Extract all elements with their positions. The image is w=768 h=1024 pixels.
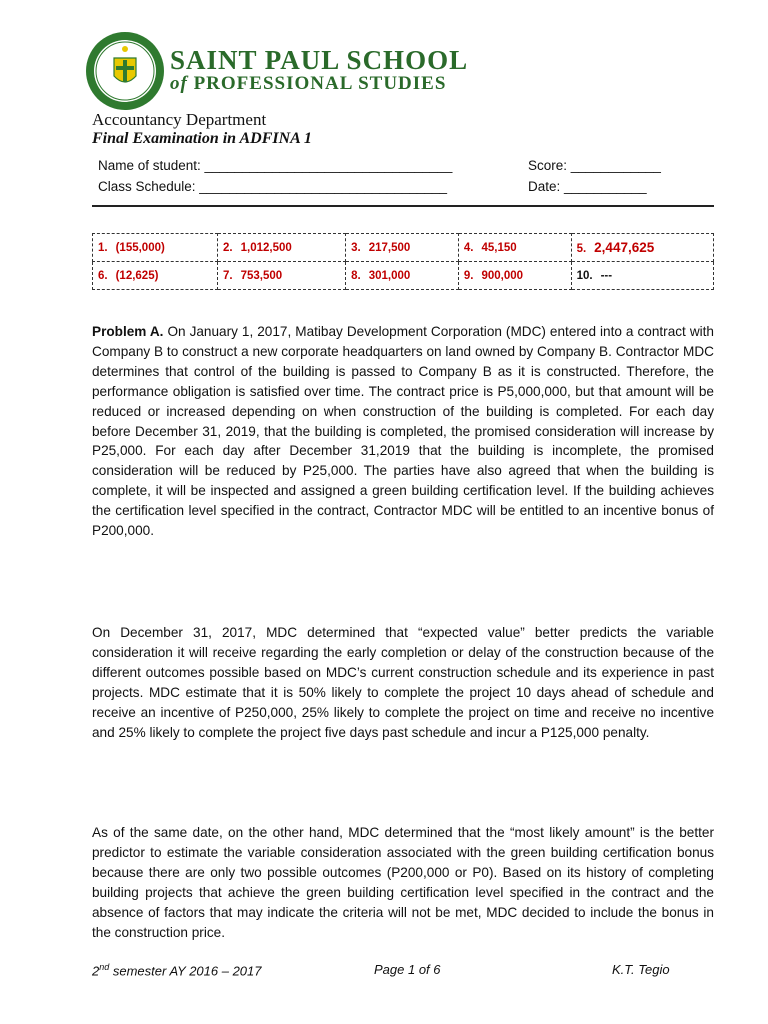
answer-cell-4: 4. 45,150 <box>458 234 571 262</box>
answer-cell-7: 7. 753,500 <box>218 262 346 290</box>
school-name-line2 <box>170 73 447 94</box>
school-seal-logo <box>84 30 166 112</box>
student-name-field: Name of student: _________________________________ <box>98 158 453 173</box>
expected-value-paragraph: On December 31, 2017, MDC determined that “expected value” better predicts the variable consideration it will receive regarding the early completion or delay of the construction because of the different outcomes possible based on MDC’s current construction schedule and its experience in past projects. MDC estimate that it is 50% likely to complete the project 10 days ahead of schedule and receive an incentive of P250,000, 25% likely to complete the project on time and receive no incentive and 25% likely to complete the project five days past schedule and incur a P125,000 penalty. <box>92 625 714 740</box>
answer-cell-10: 10. --- <box>571 262 713 290</box>
footer-semester: 2nd semester AY 2016 – 2017 <box>92 962 262 979</box>
answer-cell-6: 6. (12,625) <box>93 262 218 290</box>
answer-cell-3: 3. 217,500 <box>346 234 459 262</box>
answer-key-table <box>92 233 714 290</box>
answer-row <box>93 262 714 290</box>
class-schedule-field: Class Schedule: _________________________________ <box>98 179 448 194</box>
answer-cell-8: 8. 301,000 <box>346 262 459 290</box>
school-name-line1: SAINT PAUL SCHOOL <box>170 45 469 75</box>
answer-cell-2: 2. 1,012,500 <box>218 234 346 262</box>
school-name-professional-studies: PROFESSIONAL STUDIES <box>193 73 447 94</box>
footer-author: K.T. Tegio <box>612 962 670 977</box>
answer-cell-1: 1. (155,000) <box>93 234 218 262</box>
problem-a-text: On January 1, 2017, Matibay Development Corporation (MDC) entered into a contract with Company B to construct a new corporate headquarters on land owned by Company B. Contractor MDC determines that control of the building is passed to Company B as it is constructed. Therefore, the performance obligation is satisfied over time. The contract price is P5,000,000, but that amount will be reduced or increased depending on when construction of the building is completed. For each day before December 31, 2019, that the building is completed, the promised consideration will increase by P25,000. For each day after December 31,2019 that the building is incomplete, the promised consideration will be reduced by P25,000. The parties have also agreed that when the building is complete, it will be inspected and assigned a green building certification level. If the building achieves the certification level specified in the contract, Contractor MDC will be entitled to an incentive bonus of P200,000. <box>92 324 714 539</box>
header-divider <box>92 205 714 207</box>
most-likely-paragraph: As of the same date, on the other hand, MDC determined that the “most likely amount” is the better predictor to estimate the variable consideration associated with the green building certification bonus because there are only two possible outcomes (P200,000 or P0). Based on its history of completing building projects that achieve the green building certification level specified in the contract and the absence of factors that may indicate the criteria will not be met, MDC decided to include the bonus in the construction price. <box>92 825 714 940</box>
exam-title: Final Examination in ADFINA 1 <box>92 130 312 147</box>
department-title: Accountancy Department <box>92 110 267 129</box>
answer-row <box>93 234 714 262</box>
school-name <box>170 45 469 94</box>
answer-cell-5: 5. 2,447,625 <box>571 234 713 262</box>
answer-cell-9: 9. 900,000 <box>458 262 571 290</box>
problem-a-paragraph <box>92 322 714 541</box>
score-field: Score: ____________ <box>528 158 661 173</box>
school-name-of: of <box>170 73 188 94</box>
date-field: Date: ___________ <box>528 179 647 194</box>
footer-page-number: Page 1 of 6 <box>374 962 441 977</box>
problem-a-heading: Problem A. <box>92 324 164 339</box>
